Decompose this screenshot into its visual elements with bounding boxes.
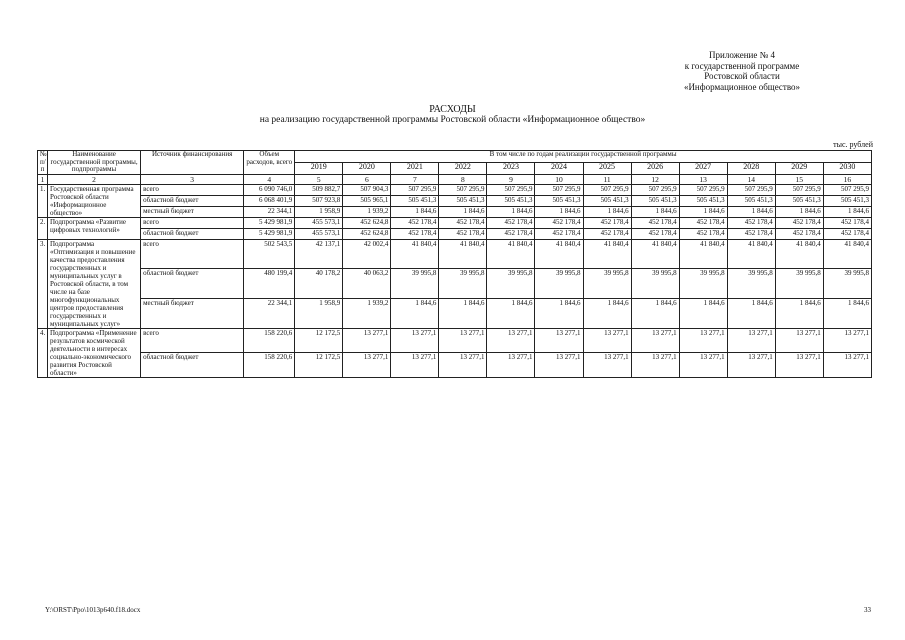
year-amount: 452 178,4 (727, 217, 775, 228)
year-amount: 13 277,1 (583, 328, 631, 353)
year-amount: 42 137,1 (295, 239, 343, 269)
year-amount: 1 844,6 (487, 299, 535, 329)
year-amount: 13 277,1 (679, 353, 727, 378)
year-amount: 1 844,6 (679, 206, 727, 217)
funding-source: всего (141, 239, 244, 269)
year-header: 2028 (727, 162, 775, 174)
year-amount: 13 277,1 (823, 353, 871, 378)
year-amount: 41 840,4 (391, 239, 439, 269)
year-amount: 452 178,4 (631, 228, 679, 239)
year-amount: 41 840,4 (583, 239, 631, 269)
year-amount: 41 840,4 (727, 239, 775, 269)
year-amount: 1 844,6 (439, 206, 487, 217)
year-amount: 452 624,8 (343, 228, 391, 239)
column-number: 8 (439, 174, 487, 184)
year-amount: 39 995,8 (391, 269, 439, 299)
year-amount: 13 277,1 (631, 353, 679, 378)
year-amount: 1 844,6 (775, 206, 823, 217)
year-amount: 452 178,4 (727, 228, 775, 239)
year-amount: 13 277,1 (439, 353, 487, 378)
year-amount: 1 844,6 (391, 299, 439, 329)
year-amount: 452 178,4 (583, 228, 631, 239)
year-amount: 1 844,6 (535, 299, 583, 329)
year-amount: 13 277,1 (439, 328, 487, 353)
column-number: 5 (295, 174, 343, 184)
year-amount: 507 295,9 (679, 184, 727, 195)
year-amount: 41 840,4 (487, 239, 535, 269)
year-amount: 39 995,8 (535, 269, 583, 299)
funding-source: областной бюджет (141, 195, 244, 206)
column-number: 7 (391, 174, 439, 184)
expenses-table (37, 150, 872, 378)
total-amount: 5 429 981,9 (244, 217, 295, 228)
appendix-line-2: к государственной программе (684, 60, 800, 71)
year-amount: 1 844,6 (775, 299, 823, 329)
table-row (38, 217, 872, 228)
year-amount: 455 573,1 (295, 217, 343, 228)
year-amount: 452 178,4 (631, 217, 679, 228)
column-number: 12 (631, 174, 679, 184)
year-amount: 505 451,3 (439, 195, 487, 206)
year-amount: 13 277,1 (583, 353, 631, 378)
column-number: 14 (727, 174, 775, 184)
year-header: 2023 (487, 162, 535, 174)
column-number: 1 (38, 174, 48, 184)
year-amount: 452 178,4 (439, 217, 487, 228)
year-amount: 1 958,9 (295, 299, 343, 329)
year-amount: 1 939,2 (343, 299, 391, 329)
year-amount: 39 995,8 (583, 269, 631, 299)
funding-source: всего (141, 328, 244, 353)
year-amount: 41 840,4 (535, 239, 583, 269)
appendix-line-4: «Информационное общество» (683, 81, 801, 92)
year-header: 2020 (343, 162, 391, 174)
year-amount: 1 844,6 (823, 299, 871, 329)
program-name: Государственная программа Ростовской области «Информационное общество» (48, 184, 141, 217)
header-source: Источник финансирования (141, 151, 244, 175)
page-number: 33 (864, 606, 871, 614)
year-header: 2019 (295, 162, 343, 174)
row-number: 1. (38, 184, 48, 217)
header-num: № п/п (38, 151, 48, 175)
year-amount: 507 295,9 (631, 184, 679, 195)
year-header: 2027 (679, 162, 727, 174)
year-amount: 39 995,8 (631, 269, 679, 299)
funding-source: областной бюджет (141, 228, 244, 239)
row-number: 2. (38, 217, 48, 239)
year-amount: 13 277,1 (631, 328, 679, 353)
year-amount: 507 295,9 (439, 184, 487, 195)
year-amount: 1 939,2 (343, 206, 391, 217)
column-number: 3 (141, 174, 244, 184)
year-amount: 505 451,3 (583, 195, 631, 206)
year-amount: 1 844,6 (631, 206, 679, 217)
year-amount: 13 277,1 (391, 353, 439, 378)
year-amount: 505 451,3 (823, 195, 871, 206)
year-amount: 40 063,2 (343, 269, 391, 299)
year-amount: 1 958,9 (295, 206, 343, 217)
table-row (38, 299, 872, 329)
header-years-caption: В том числе по годам реализации государственной программы (295, 151, 872, 163)
year-header: 2024 (535, 162, 583, 174)
year-amount: 13 277,1 (775, 328, 823, 353)
year-amount: 452 178,4 (823, 228, 871, 239)
program-name: Подпрограмма «Применение результатов космической деятельности в интересах социально-экономического развития Ростовской области» (48, 328, 141, 377)
table-row (38, 328, 872, 353)
header-total: Объем расходов, всего (244, 151, 295, 175)
table-row (38, 353, 872, 378)
year-amount: 42 002,4 (343, 239, 391, 269)
year-amount: 1 844,6 (439, 299, 487, 329)
column-number: 9 (487, 174, 535, 184)
program-name: Подпрограмма «Оптимизация и повышение качества предоставления государственных и муниципальных услуг в Ростовской области, в том числе на базе многофункциональных центров предоставления государственных и муниципальных услуг» (48, 239, 141, 328)
document-title (0, 104, 905, 126)
year-amount: 505 451,3 (775, 195, 823, 206)
year-amount: 505 451,3 (727, 195, 775, 206)
year-amount: 39 995,8 (487, 269, 535, 299)
year-amount: 455 573,1 (295, 228, 343, 239)
year-amount: 452 178,4 (679, 228, 727, 239)
unit-label: тыс. рублей (833, 140, 873, 149)
funding-source: местный бюджет (141, 299, 244, 329)
year-amount: 12 172,5 (295, 353, 343, 378)
row-number: 3. (38, 239, 48, 328)
total-amount: 22 344,1 (244, 206, 295, 217)
year-amount: 39 995,8 (823, 269, 871, 299)
column-number-row (38, 174, 872, 184)
column-number: 13 (679, 174, 727, 184)
table-row (38, 184, 872, 195)
year-amount: 452 178,4 (487, 217, 535, 228)
year-amount: 452 178,4 (535, 217, 583, 228)
year-amount: 12 172,5 (295, 328, 343, 353)
year-amount: 41 840,4 (631, 239, 679, 269)
funding-source: всего (141, 217, 244, 228)
year-amount: 13 277,1 (343, 353, 391, 378)
year-amount: 13 277,1 (391, 328, 439, 353)
table-row (38, 195, 872, 206)
year-amount: 507 295,9 (583, 184, 631, 195)
year-header: 2030 (823, 162, 871, 174)
year-amount: 507 923,8 (295, 195, 343, 206)
year-amount: 13 277,1 (727, 328, 775, 353)
funding-source: местный бюджет (141, 206, 244, 217)
year-amount: 505 451,3 (535, 195, 583, 206)
year-amount: 452 624,8 (343, 217, 391, 228)
year-amount: 452 178,4 (775, 228, 823, 239)
column-number: 11 (583, 174, 631, 184)
year-header: 2021 (391, 162, 439, 174)
column-number: 16 (823, 174, 871, 184)
year-amount: 452 178,4 (439, 228, 487, 239)
year-amount: 507 295,9 (775, 184, 823, 195)
total-amount: 22 344,1 (244, 299, 295, 329)
total-amount: 158 220,6 (244, 328, 295, 353)
year-amount: 507 295,9 (727, 184, 775, 195)
title-subtitle: на реализацию государственной программы Ростовской области «Информационное общество» (259, 115, 646, 125)
year-header: 2026 (631, 162, 679, 174)
year-amount: 507 295,9 (823, 184, 871, 195)
year-amount: 452 178,4 (823, 217, 871, 228)
year-amount: 41 840,4 (823, 239, 871, 269)
year-amount: 1 844,6 (727, 206, 775, 217)
year-amount: 13 277,1 (727, 353, 775, 378)
total-amount: 5 429 981,9 (244, 228, 295, 239)
year-amount: 505 451,3 (679, 195, 727, 206)
year-amount: 13 277,1 (343, 328, 391, 353)
table-body (38, 174, 872, 377)
year-amount: 1 844,6 (631, 299, 679, 329)
total-amount: 6 068 401,9 (244, 195, 295, 206)
year-amount: 452 178,4 (391, 217, 439, 228)
year-amount: 41 840,4 (775, 239, 823, 269)
program-name: Подпрограмма «Развитие цифровых технологий» (48, 217, 141, 239)
table-row (38, 239, 872, 269)
year-amount: 39 995,8 (679, 269, 727, 299)
year-amount: 1 844,6 (679, 299, 727, 329)
year-header: 2029 (775, 162, 823, 174)
total-amount: 480 199,4 (244, 269, 295, 299)
year-amount: 452 178,4 (679, 217, 727, 228)
year-amount: 452 178,4 (391, 228, 439, 239)
year-amount: 505 451,3 (391, 195, 439, 206)
year-amount: 41 840,4 (679, 239, 727, 269)
year-amount: 1 844,6 (823, 206, 871, 217)
year-amount: 505 451,3 (631, 195, 679, 206)
year-amount: 505 965,1 (343, 195, 391, 206)
column-number: 2 (48, 174, 141, 184)
total-amount: 6 090 746,0 (244, 184, 295, 195)
column-number: 4 (244, 174, 295, 184)
table-row (38, 228, 872, 239)
year-amount: 452 178,4 (487, 228, 535, 239)
year-amount: 452 178,4 (583, 217, 631, 228)
year-amount: 509 882,7 (295, 184, 343, 195)
year-amount: 40 178,2 (295, 269, 343, 299)
year-header: 2022 (439, 162, 487, 174)
year-amount: 13 277,1 (535, 353, 583, 378)
year-amount: 1 844,6 (391, 206, 439, 217)
appendix-line-1: Приложение № 4 (709, 50, 775, 60)
year-amount: 452 178,4 (535, 228, 583, 239)
funding-source: областной бюджет (141, 353, 244, 378)
funding-source: всего (141, 184, 244, 195)
year-amount: 452 178,4 (775, 217, 823, 228)
appendix-line-3: Ростовской области (704, 71, 780, 81)
header-name: Наименование государственной программы, подпрограммы (48, 151, 141, 175)
year-amount: 39 995,8 (439, 269, 487, 299)
year-amount: 507 295,9 (391, 184, 439, 195)
row-number: 4. (38, 328, 48, 377)
table-row (38, 269, 872, 299)
year-amount: 1 844,6 (535, 206, 583, 217)
year-amount: 39 995,8 (727, 269, 775, 299)
column-number: 10 (535, 174, 583, 184)
year-amount: 13 277,1 (775, 353, 823, 378)
year-amount: 13 277,1 (535, 328, 583, 353)
year-header: 2025 (583, 162, 631, 174)
year-amount: 1 844,6 (727, 299, 775, 329)
column-number: 6 (343, 174, 391, 184)
year-amount: 13 277,1 (487, 353, 535, 378)
year-amount: 507 295,9 (535, 184, 583, 195)
year-amount: 13 277,1 (679, 328, 727, 353)
year-amount: 39 995,8 (775, 269, 823, 299)
year-amount: 1 844,6 (487, 206, 535, 217)
year-amount: 13 277,1 (823, 328, 871, 353)
year-amount: 505 451,3 (487, 195, 535, 206)
year-amount: 507 295,9 (487, 184, 535, 195)
year-amount: 13 277,1 (487, 328, 535, 353)
funding-source: областной бюджет (141, 269, 244, 299)
column-number: 15 (775, 174, 823, 184)
year-amount: 1 844,6 (583, 206, 631, 217)
year-amount: 41 840,4 (439, 239, 487, 269)
appendix-header (632, 50, 852, 92)
total-amount: 502 543,5 (244, 239, 295, 269)
year-amount: 507 904,3 (343, 184, 391, 195)
title-main: РАСХОДЫ (429, 104, 476, 115)
total-amount: 158 220,6 (244, 353, 295, 378)
table-row (38, 206, 872, 217)
footer-file-path: Y:\ORST\Ppo\1013p640.f18.docx (45, 606, 141, 614)
year-amount: 1 844,6 (583, 299, 631, 329)
